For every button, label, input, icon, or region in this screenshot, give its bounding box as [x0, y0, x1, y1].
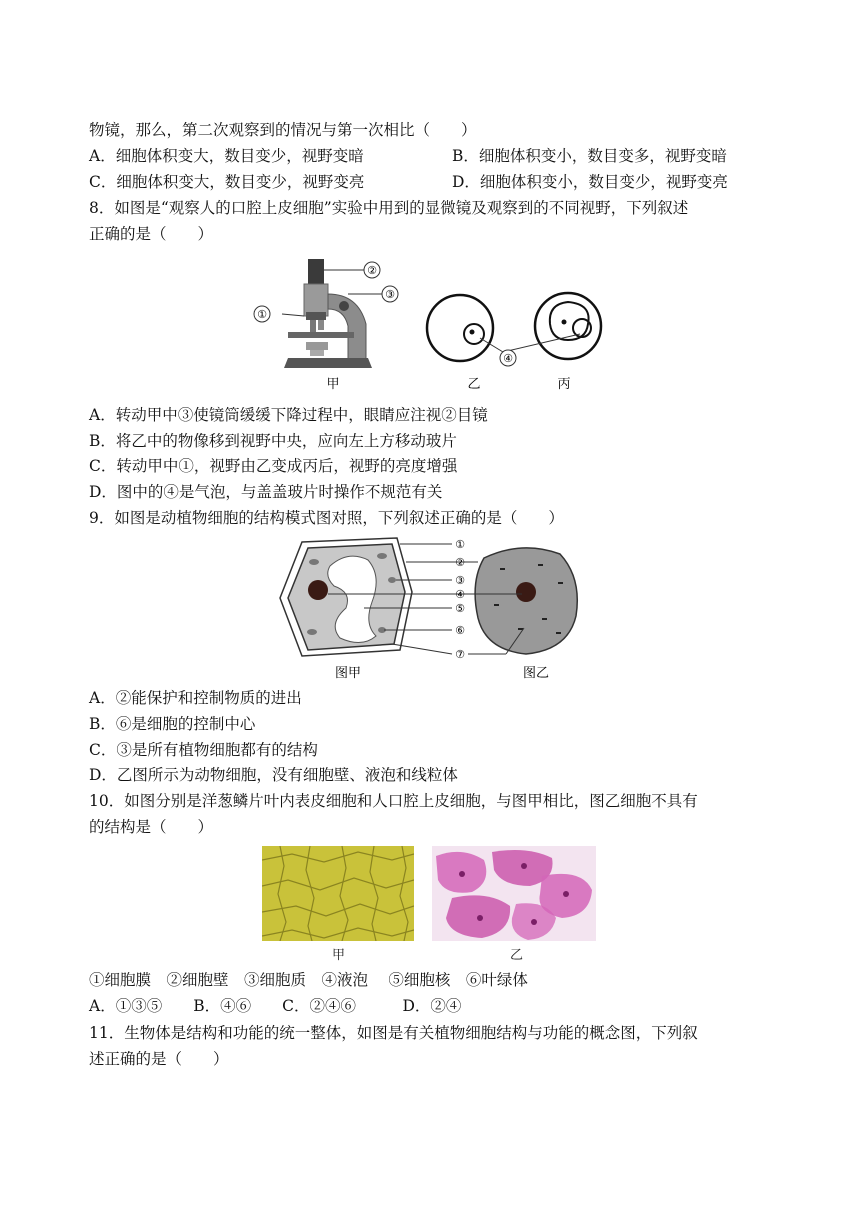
q8-option-b: B．将乙中的物像移到视野中央，应向左上方移动玻片: [89, 432, 457, 450]
q8-stem-line1: 8．如图是“观察人的口腔上皮细胞”实验中用到的显微镜及观察到的不同视野，下列叙述: [89, 199, 689, 217]
q10-onion-cells-photo: [262, 846, 414, 941]
field-yi-icon: [427, 295, 493, 361]
q10-caption-yi: 乙: [510, 948, 524, 963]
q9-option-c: C．③是所有植物细胞都有的结构: [89, 741, 318, 759]
cell-label-5: ⑤: [455, 602, 465, 615]
cell-label-2: ②: [455, 556, 465, 569]
q10-caption-jia: 甲: [332, 948, 346, 963]
cell-diagram-svg: [272, 532, 602, 682]
q7-stem: 物镜，那么，第二次观察到的情况与第一次相比（ ）: [89, 121, 477, 139]
q10-structure-list: ①细胞膜 ②细胞壁 ③细胞质 ④液泡 ⑤细胞核 ⑥叶绿体: [89, 971, 528, 989]
caption-jia: 甲: [326, 377, 340, 392]
cell-label-6: ⑥: [455, 624, 465, 637]
field-bing-icon: [535, 293, 601, 359]
q11-stem-line1: 11．生物体是结构和功能的统一整体，如图是有关植物细胞结构与功能的概念图，下列叙: [89, 1024, 698, 1042]
cell-label-1: ①: [455, 538, 465, 551]
caption-bing: 丙: [557, 377, 571, 392]
q10-stem-line2: 的结构是（ ）: [89, 818, 214, 836]
cell-label-4: ④: [455, 588, 465, 601]
q7-option-d: D．细胞体积变小，数目变少，视野变亮: [452, 173, 728, 191]
q9-option-a: A．②能保护和控制物质的进出: [89, 689, 302, 707]
label-1: ①: [257, 308, 267, 321]
caption-yi: 乙: [467, 377, 481, 392]
caption-fig-yi: 图乙: [522, 666, 550, 681]
q8-stem-line2: 正确的是（ ）: [89, 225, 214, 243]
q9-option-d: D．乙图所示为动物细胞，没有细胞壁、液泡和线粒体: [89, 766, 458, 784]
q7-option-c: C．细胞体积变大，数目变少，视野变亮: [89, 173, 365, 191]
q9-option-b: B．⑥是细胞的控制中心: [89, 715, 256, 733]
cell-label-7: ⑦: [455, 648, 465, 661]
q11-stem-line2: 述正确的是（ ）: [89, 1050, 229, 1068]
caption-fig-jia: 图甲: [334, 666, 362, 681]
q9-cell-figure: [272, 532, 602, 682]
label-4: ④: [503, 352, 513, 365]
q8-option-d: D．图中的④是气泡，与盖盖玻片时操作不规范有关: [89, 483, 443, 501]
q10-options: A．①③⑤ B．④⑥ C．②④⑥ D．②④: [89, 997, 462, 1015]
label-3: ③: [385, 288, 395, 301]
q10-cheek-cells-photo: [432, 846, 596, 941]
microscope-and-fields-svg: [248, 254, 618, 394]
cell-label-3: ③: [455, 574, 465, 587]
q10-stem-line1: 10．如图分别是洋葱鳞片叶内表皮细胞和人口腔上皮细胞，与图甲相比，图乙细胞不具有: [89, 792, 698, 810]
q9-stem: 9．如图是动植物细胞的结构模式图对照，下列叙述正确的是（ ）: [89, 509, 564, 527]
q7-option-b: B．细胞体积变小，数目变多，视野变暗: [452, 147, 727, 165]
q7-option-a: A．细胞体积变大，数目变少，视野变暗: [89, 147, 364, 165]
q8-option-c: C．转动甲中①，视野由乙变成丙后，视野的亮度增强: [89, 457, 458, 475]
q8-option-a: A．转动甲中③使镜筒缓缓下降过程中，眼睛应注视②目镜: [89, 406, 488, 424]
animal-cell-icon: [475, 548, 577, 654]
plant-cell-icon: [280, 538, 412, 656]
label-2: ②: [367, 264, 377, 277]
q8-microscope-figure: [248, 254, 618, 394]
